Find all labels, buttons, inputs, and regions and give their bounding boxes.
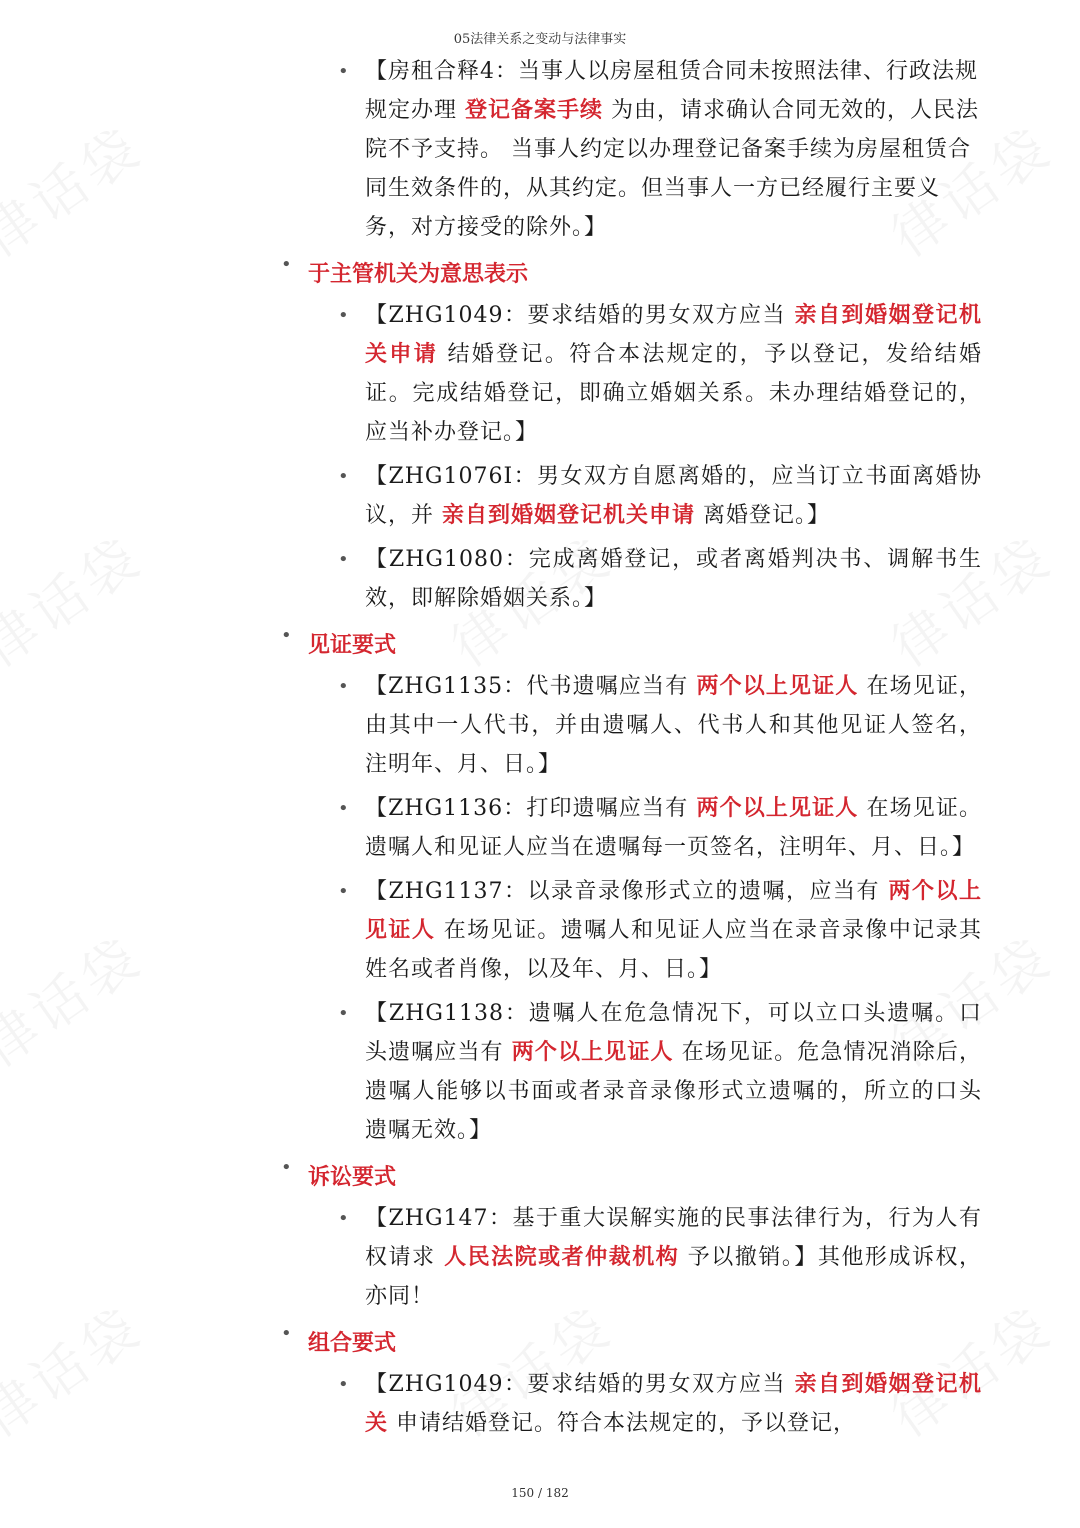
- list-item: [0, 1199, 1080, 1316]
- body-text: 【ZHG1136：打印遗嘱应当有: [365, 796, 697, 821]
- list-item: [0, 1365, 1080, 1443]
- sub-list: [308, 1199, 1080, 1316]
- body-text: 【ZHG1137：以录音录像形式立的遗嘱，应当有: [365, 879, 889, 904]
- section-item: [0, 1155, 1080, 1316]
- highlight-text: 两个以上见证人: [696, 673, 859, 699]
- section-title: • 组合要式: [308, 1330, 397, 1356]
- section-title: • 见证要式: [308, 632, 397, 658]
- highlight-text: 亲自到婚姻登记机关: [365, 1371, 982, 1436]
- body-text: 在场见证。遗嘱人和见证人应当在遗嘱每一页签名，注明年、月、日。】: [365, 796, 982, 860]
- body-text: 【ZHG1049：要求结婚的男女双方应当: [365, 1372, 795, 1397]
- page-header: 05法律关系之变动与法律事实: [453, 32, 627, 47]
- section-title: • 诉讼要式: [308, 1164, 397, 1190]
- body-text: 【房租合释4：当事人以房屋租赁合同未按照法律、行政法规规定办理: [365, 59, 978, 123]
- body-text: 结婚登记。符合本法规定的，予以登记，发给结婚证。完成结婚登记，即确立婚姻关系。未办理结婚登记的，应当补办登记。】: [365, 342, 982, 445]
- sub-list: [308, 1365, 1080, 1443]
- body-text: 【ZHG1049：要求结婚的男女双方应当: [365, 303, 795, 328]
- list-item: [0, 994, 1080, 1150]
- list-item: [0, 296, 1080, 452]
- section-item: [0, 623, 1080, 1150]
- body-text: 在场见证。危急情况消除后，遗嘱人能够以书面或者录音录像形式立遗嘱的，所立的口头遗嘱无效。】: [365, 1040, 982, 1143]
- document-body: [0, 52, 1080, 1448]
- highlight-text: 两个以上见证人: [511, 1039, 674, 1065]
- list-item: [0, 667, 1080, 784]
- list-item: [0, 52, 1080, 247]
- body-text: 在场见证，由其中一人代书，并由遗嘱人、代书人和其他见证人签名，注明年、月、日。】: [365, 674, 982, 777]
- body-text: 申请结婚登记。符合本法规定的，予以登记，: [388, 1411, 857, 1436]
- highlight-text: 亲自到婚姻登记机关申请: [365, 302, 982, 367]
- body-text: 【ZHG1080：完成离婚登记，或者离婚判决书、调解书生效，即解除婚姻关系。】: [365, 547, 982, 611]
- highlight-text: 登记备案手续: [465, 97, 604, 123]
- list-item: [0, 872, 1080, 989]
- page-number: 150 / 182: [511, 1486, 569, 1500]
- body-text: 【ZHG1076I：男女双方自愿离婚的，应当订立书面离婚协议，并: [365, 464, 982, 528]
- list-item: [0, 789, 1080, 867]
- body-text: 予以撤销。】其他形成诉权，亦同！: [365, 1245, 982, 1309]
- highlight-text: 人民法院或者仲裁机构: [444, 1244, 680, 1270]
- highlight-text: 两个以上见证人: [365, 878, 982, 943]
- body-text: 离婚登记。】: [695, 503, 831, 528]
- body-text: 在场见证。遗嘱人和见证人应当在录音录像中记录其姓名或者肖像，以及年、月、日。】: [365, 918, 982, 982]
- body-text: 为由，请求确认合同无效的，人民法院不予支持。 当事人约定以办理登记备案手续为房屋租赁合同生效条件的，从其约定。但当事人一方已经履行主要义务，对方接受的除外。】: [365, 98, 980, 240]
- highlight-text: 亲自到婚姻登记机关申请: [442, 502, 696, 528]
- sub-list: [308, 667, 1080, 1150]
- body-text: 【ZHG1135：代书遗嘱应当有: [365, 674, 697, 699]
- body-text: 【ZHG147：基于重大误解实施的民事法律行为，行为人有权请求: [365, 1206, 982, 1270]
- highlight-text: 两个以上见证人: [696, 795, 859, 821]
- section-item: [0, 1321, 1080, 1443]
- section-title: • 于主管机关为意思表示: [308, 261, 529, 287]
- list-item: [0, 540, 1080, 618]
- sub-list: [308, 296, 1080, 618]
- section-list: [0, 252, 1080, 1443]
- body-text: 【ZHG1138：遗嘱人在危急情况下，可以立口头遗嘱。口头遗嘱应当有: [365, 1001, 982, 1065]
- section-item: [0, 252, 1080, 618]
- list-item: [0, 457, 1080, 535]
